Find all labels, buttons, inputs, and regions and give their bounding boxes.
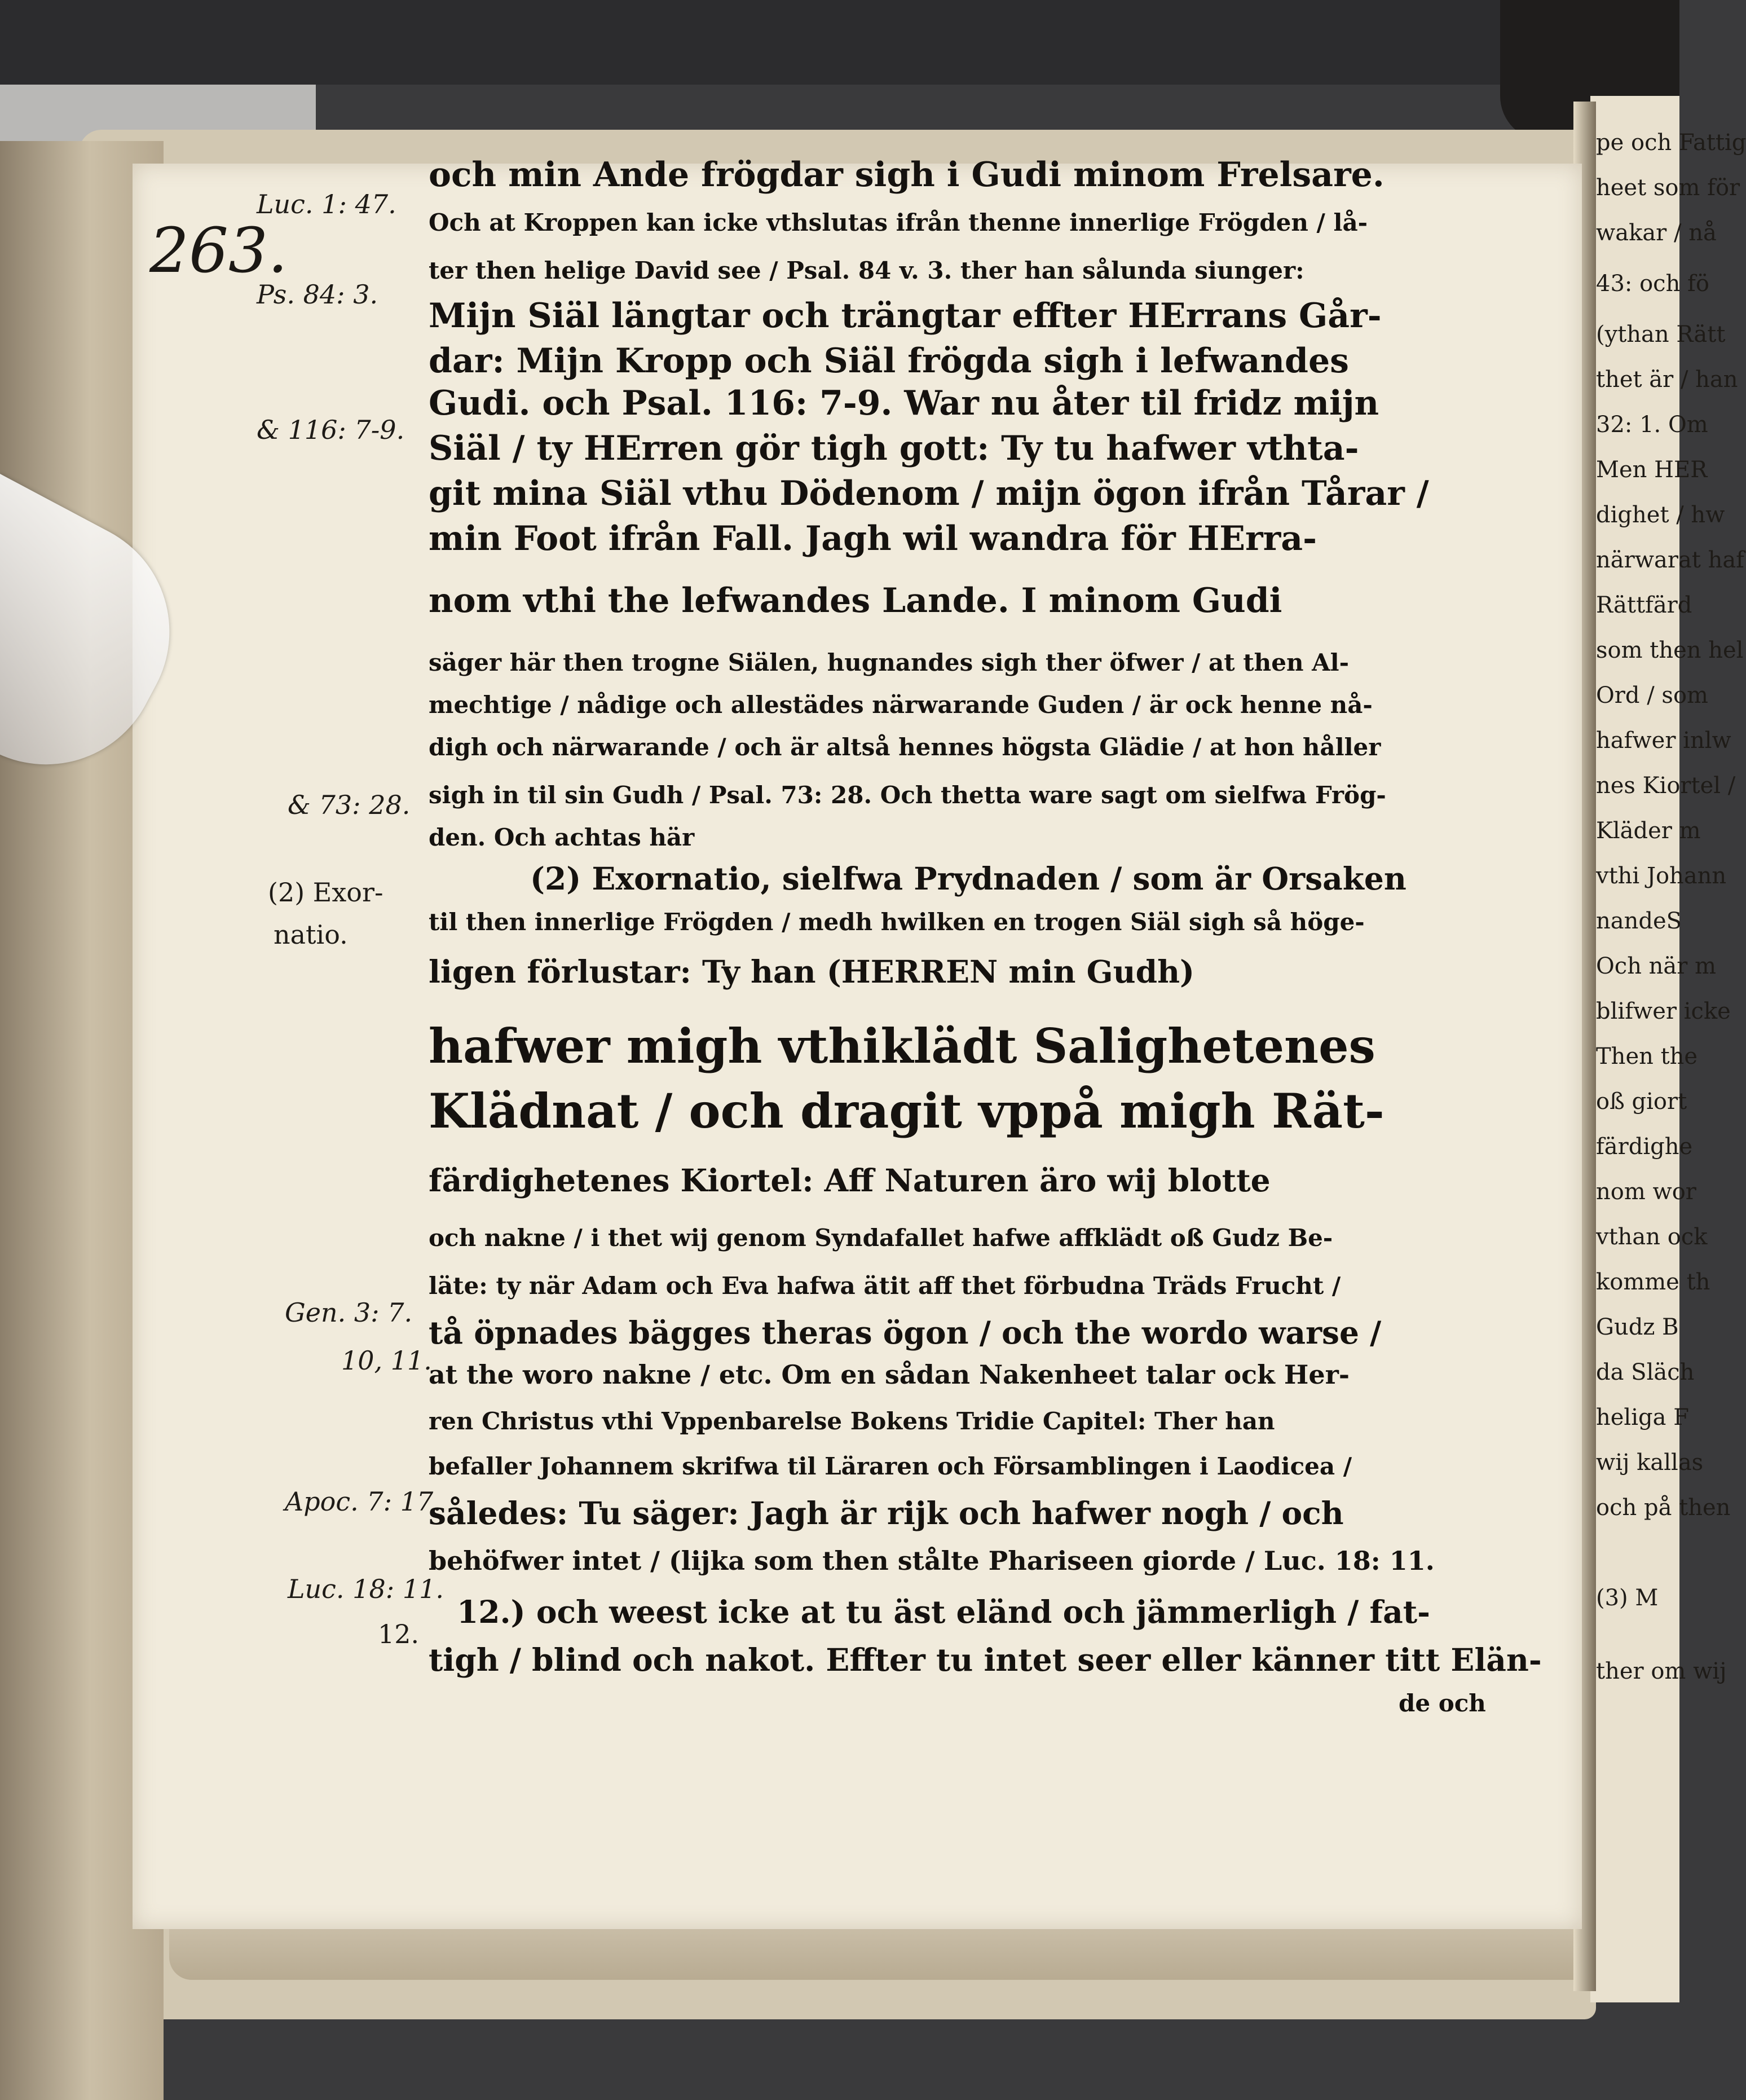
facing-page-line: oß giort: [1596, 1089, 1687, 1115]
text-line: de och: [1399, 1689, 1486, 1717]
text-line: säger här then trogne Siälen, hugnandes sigh ther öfwer / at then Al-: [429, 649, 1350, 676]
facing-page-line: dighet / hw: [1596, 502, 1725, 528]
facing-page-line: heliga F: [1596, 1405, 1689, 1430]
facing-page-line: wakar / nå: [1596, 220, 1717, 246]
text-line: til then innerlige Frögden / medh hwilken en trogen Siäl sigh så höge-: [429, 908, 1365, 936]
facing-page-line: ther om wij: [1596, 1658, 1727, 1684]
text-line: hafwer migh vthiklädt Salighetenes: [429, 1018, 1375, 1074]
facing-page-line: hafwer inlw: [1596, 728, 1731, 754]
text-line: min Foot ifrån Fall. Jagh wil wandra för HErra-: [429, 519, 1317, 558]
margin-note: & 73: 28.: [288, 790, 411, 820]
text-line: befaller Johannem skrifwa til Läraren och Församblingen i Laodicea /: [429, 1452, 1352, 1480]
text-line: nom vthi the lefwandes Lande. I minom Gudi: [429, 581, 1282, 620]
text-line: (2) Exornatio, sielfwa Prydnaden / som är Orsaken: [530, 860, 1406, 897]
margin-note: natio.: [274, 919, 348, 950]
margin-note: Ps. 84: 3.: [257, 279, 378, 310]
facing-page-line: Rättfärd: [1596, 592, 1692, 618]
text-line: och nakne / i thet wij genom Syndafallet hafwe affklädt oß Gudz Be-: [429, 1224, 1333, 1252]
facing-page-line: da Släch: [1596, 1359, 1695, 1385]
text-line: således: Tu säger: Jagh är rijk och hafwer nogh / och: [429, 1495, 1344, 1531]
text-line: mechtige / nådige och allestädes närwarande Guden / är ock henne nå-: [429, 691, 1373, 719]
facing-page-line: nes Kiortel /: [1596, 773, 1736, 799]
text-line: Och at Kroppen kan icke vthslutas ifrån thenne innerlige Frögden / lå-: [429, 209, 1368, 236]
page-number: 263.: [149, 214, 288, 287]
facing-page-line: blifwer icke: [1596, 998, 1731, 1024]
text-line: Gudi. och Psal. 116: 7-9. War nu åter til fridz mijn: [429, 384, 1379, 423]
facing-page-line: 43: och fö: [1596, 271, 1709, 297]
facing-page: [1590, 96, 1746, 2002]
facing-page-line: heet som för: [1596, 175, 1740, 201]
text-line: dar: Mijn Kropp och Siäl frögda sigh i lefwandes: [429, 341, 1349, 381]
facing-page-line: thet är / han: [1596, 367, 1738, 393]
facing-page-line: vthi Johann: [1596, 863, 1727, 889]
margin-note: (2) Exor-: [268, 877, 383, 908]
text-line: tigh / blind och nakot. Effter tu intet seer eller känner titt Elän-: [429, 1641, 1542, 1678]
facing-page-line: Ord / som: [1596, 683, 1708, 708]
facing-page-line: wij kallas: [1596, 1450, 1704, 1476]
text-line: färdighetenes Kiortel: Aff Naturen äro wij blotte: [429, 1162, 1271, 1199]
facing-page-line: komme th: [1596, 1269, 1710, 1295]
text-line: behöfwer intet / (lijka som then stålte Phariseen giorde / Luc. 18: 11.: [429, 1546, 1435, 1576]
facing-page-line: (3) M: [1596, 1585, 1659, 1611]
facing-page-line: (ythan Rätt: [1596, 322, 1726, 347]
margin-note: 10, 11.: [341, 1345, 432, 1376]
text-line: Mijn Siäl längtar och trängtar effter HErrans Går-: [429, 296, 1382, 336]
scanner-background: [0, 0, 1679, 85]
text-line: 12.) och weest icke at tu äst eländ och jämmerligh / fat-: [457, 1593, 1431, 1630]
text-line: at the woro nakne / etc. Om en sådan Nakenheet talar ock Her-: [429, 1359, 1350, 1390]
facing-page-line: Gudz B: [1596, 1314, 1679, 1340]
text-line: ligen förlustar: Ty han (HERREN min Gudh): [429, 953, 1195, 990]
margin-note: Apoc. 7: 17.: [285, 1486, 442, 1517]
text-line: läte: ty när Adam och Eva hafwa ätit aff thet förbudna Träds Frucht /: [429, 1272, 1341, 1300]
margin-note: Gen. 3: 7.: [285, 1297, 413, 1328]
facing-page-line: pe och Fattig: [1596, 130, 1746, 156]
text-line: den. Och achtas här: [429, 824, 695, 851]
facing-page-line: närwarat haf: [1596, 547, 1744, 573]
text-line: ter then helige David see / Psal. 84 v. 3. ther han sålunda siunger:: [429, 257, 1304, 284]
facing-page-line: nandeS: [1596, 908, 1682, 934]
facing-page-line: nom wor: [1596, 1179, 1696, 1205]
text-line: Siäl / ty HErren gör tigh gott: Ty tu hafwer vthta-: [429, 429, 1359, 468]
text-line: sigh in til sin Gudh / Psal. 73: 28. Och thetta ware sagt om sielfwa Frög-: [429, 781, 1386, 809]
facing-page-line: Kläder m: [1596, 818, 1701, 844]
text-line: git mina Siäl vthu Dödenom / mijn ögon ifrån Tårar /: [429, 474, 1429, 513]
text-line: ren Christus vthi Vppenbarelse Bokens Tridie Capitel: Ther han: [429, 1407, 1275, 1435]
text-line: digh och närwarande / och är altså hennes högsta Glädie / at hon håller: [429, 733, 1381, 761]
facing-page-line: som then hel: [1596, 637, 1744, 663]
facing-page-line: Men HER: [1596, 457, 1708, 483]
margin-note: Luc. 18: 11.: [288, 1574, 444, 1604]
text-line: Klädnat / och dragit vppå migh Rät-: [429, 1083, 1385, 1139]
facing-page-line: Then the: [1596, 1044, 1698, 1069]
facing-page-line: Och när m: [1596, 953, 1717, 979]
text-line: tå öpnades bägges theras ögon / och the wordo warse /: [429, 1314, 1382, 1351]
margin-note: 12.: [378, 1619, 420, 1649]
facing-page-line: och på then: [1596, 1495, 1731, 1521]
margin-note: & 116: 7-9.: [257, 415, 405, 445]
text-line: och min Ande frögdar sigh i Gudi minom Frelsare.: [429, 155, 1385, 195]
facing-page-line: 32: 1. Om: [1596, 412, 1708, 438]
margin-note: Luc. 1: 47.: [257, 189, 396, 219]
facing-page-line: färdighe: [1596, 1134, 1693, 1160]
facing-page-line: vthan ock: [1596, 1224, 1708, 1250]
